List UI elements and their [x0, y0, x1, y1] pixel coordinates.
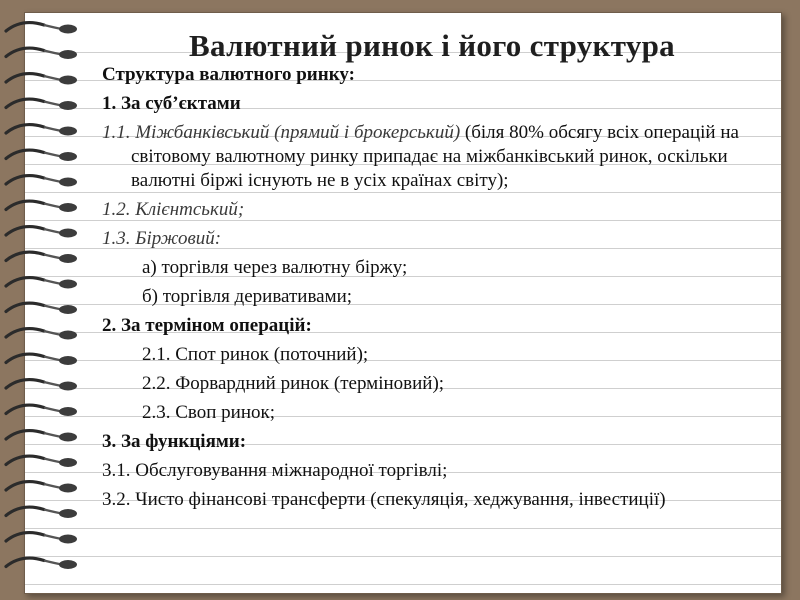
item-1-3: 1.3. Біржовий:: [102, 228, 222, 249]
spiral-ring: [6, 176, 77, 187]
item-2-3: 2.3. Своп ринок;: [142, 402, 276, 423]
spiral-ring: [6, 456, 77, 467]
spiral-binding: [0, 10, 92, 590]
slide-content: [102, 63, 762, 517]
spiral-ring: [6, 533, 77, 544]
intro-heading: Структура валютного ринку:: [102, 64, 355, 85]
spiral-ring: [6, 380, 77, 391]
item-3-1: 3.1. Обслуговування міжнародної торгівлі;: [102, 460, 448, 481]
item-2-1: 2.1. Спот ринок (поточний);: [142, 344, 369, 365]
spiral-ring: [6, 201, 77, 212]
section-1-heading: 1. За суб’єктами: [102, 93, 241, 114]
spiral-ring: [6, 558, 77, 569]
spiral-ring: [6, 278, 77, 289]
spiral-ring: [6, 99, 77, 110]
spiral-ring: [6, 252, 77, 263]
spiral-ring: [6, 74, 77, 85]
spiral-ring: [6, 507, 77, 518]
spiral-ring: [6, 482, 77, 493]
item-1-1-text: (біля 80% обсягу всіх операцій на світовому валютному ринку припадає на міжбанківський ринок, оскільки валютні біржі існують не в усіх країнах світу);: [131, 122, 739, 191]
item-1-2: 1.2. Клієнтський;: [102, 199, 245, 220]
spiral-ring: [6, 354, 77, 365]
spiral-ring: [6, 227, 77, 238]
item-1-1: [102, 121, 762, 193]
spiral-ring: [6, 23, 77, 34]
item-1-3-a: а) торгівля через валютну біржу;: [142, 257, 408, 278]
spiral-ring: [6, 125, 77, 136]
spiral-ring: [6, 303, 77, 314]
item-3-2: 3.2. Чисто фінансові трансферти (спекуляція, хеджування, інвестиції): [102, 489, 666, 510]
item-2-2: 2.2. Форвардний ринок (терміновий);: [142, 373, 445, 394]
spiral-ring: [6, 405, 77, 416]
spiral-ring: [6, 329, 77, 340]
item-1-1-label: 1.1. Міжбанківський (прямий і брокерський): [102, 122, 461, 143]
section-3-heading: 3. За функціями:: [102, 431, 247, 452]
section-2-heading: 2. За терміном операцій:: [102, 315, 312, 336]
spiral-ring: [6, 150, 77, 161]
spiral-ring: [6, 48, 77, 59]
spiral-ring: [6, 431, 77, 442]
item-1-3-b: б) торгівля деривативами;: [142, 286, 353, 307]
slide-title: Валютний ринок і його структура: [189, 28, 675, 63]
